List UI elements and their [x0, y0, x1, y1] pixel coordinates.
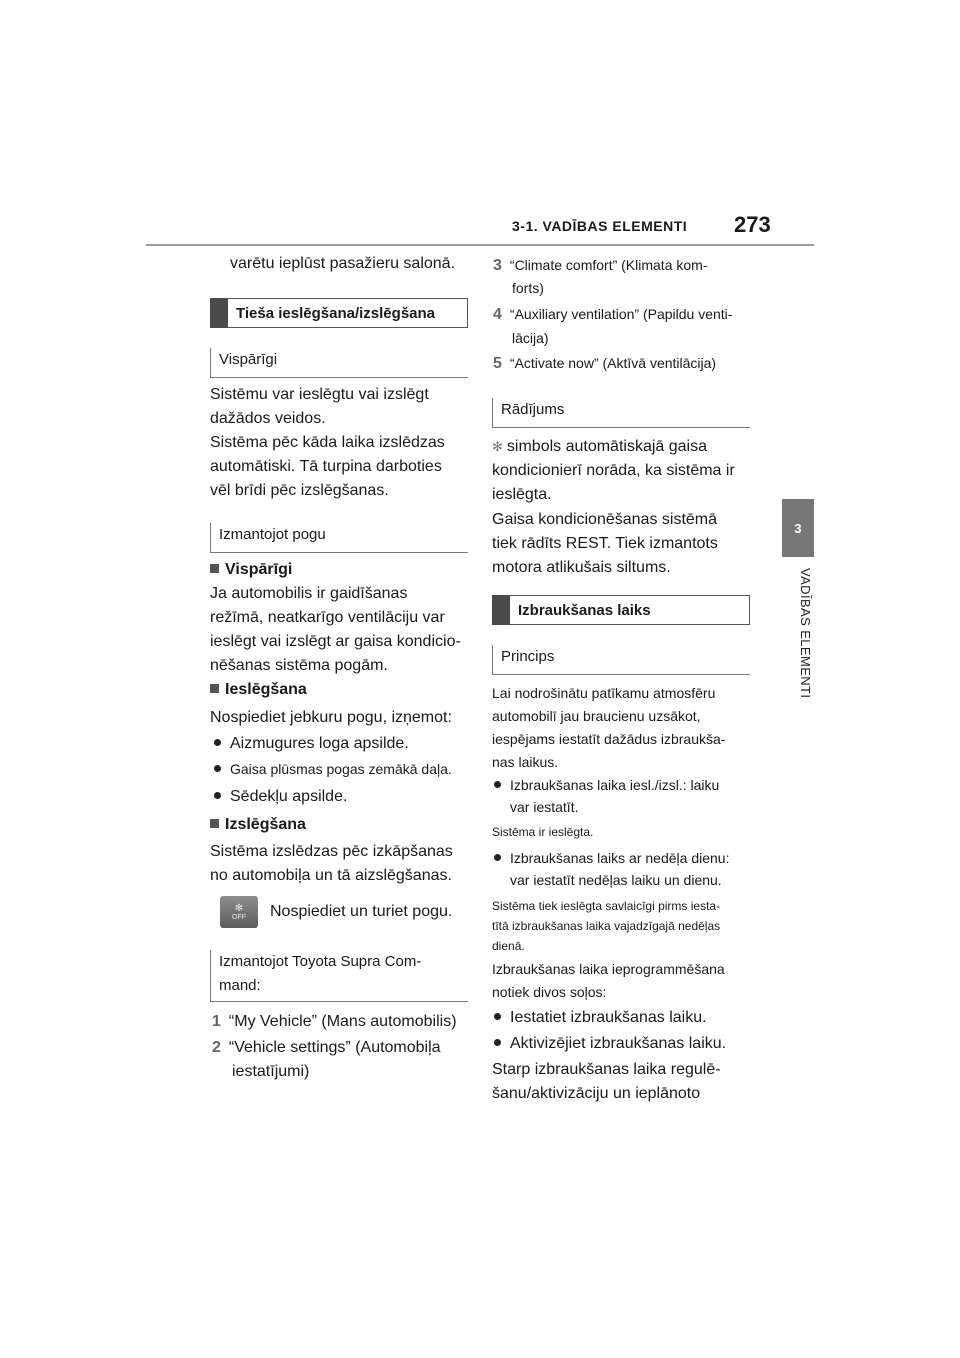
list-item-text: Iestatiet izbraukšanas laiku.: [510, 1009, 707, 1026]
text-line: Lai nodrošinātu patīkamu atmosfēru: [492, 685, 716, 701]
chapter-label: VADĪBAS ELEMENTI: [798, 568, 813, 699]
text-line: šanu/aktivizāciju un ieplānoto: [492, 1085, 701, 1102]
square-heading: [210, 813, 306, 837]
bullet-icon: [214, 765, 221, 772]
note: Sistēma ir ieslēgta.: [492, 825, 594, 839]
text-line: Gaisa kondicionēšanas sistēmā: [492, 511, 718, 528]
sub-heading-text: Rādījums: [501, 401, 565, 418]
sub-heading: [492, 645, 750, 675]
list-item-text: Aizmugures loga apsilde.: [230, 735, 409, 752]
text-line: iespējams iestatīt dažādus izbraukša-: [492, 731, 726, 747]
paragraph: [492, 435, 735, 507]
step-item: [212, 1010, 457, 1034]
text-line: tiek rādīts REST. Tiek izmantots: [492, 535, 718, 552]
bullet-icon: [494, 854, 501, 861]
paragraph: [210, 431, 445, 503]
step-item: [493, 303, 732, 326]
bullet-icon: [494, 781, 501, 788]
step-text-continued: forts): [512, 280, 544, 296]
list-item: [494, 1006, 707, 1030]
square-bullet-icon: [210, 564, 219, 573]
paragraph: [492, 958, 725, 1004]
text-line: Sistēma tiek ieslēgta savlaicīgi pirms iesta-: [492, 899, 721, 913]
step-number: 3: [493, 257, 502, 274]
off-button-icon: [220, 896, 258, 928]
section-title: 3-1. VADĪBAS ELEMENTI: [512, 218, 688, 234]
list-item: [494, 847, 729, 870]
text-line: Sistēma pēc kāda laika izslēdzas: [210, 434, 445, 451]
step-number: 2: [212, 1039, 221, 1056]
text-line: dažādos veidos.: [210, 410, 326, 427]
heading-text: Tieša ieslēgšana/izslēgšana: [236, 304, 436, 322]
section-heading: [492, 595, 750, 625]
fan-icon: ✻: [234, 903, 244, 914]
list-item-text: Sēdekļu apsilde.: [230, 788, 348, 805]
paragraph: [210, 840, 453, 888]
heading-text: Izbraukšanas laiks: [518, 601, 651, 619]
sub-heading-text: Princips: [501, 648, 555, 665]
fan-icon: ✻: [492, 439, 503, 454]
step-text: “My Vehicle” (Mans automobilis): [228, 1013, 457, 1030]
sub-heading-text: Vispārīgi: [219, 351, 278, 368]
sub-heading: [210, 523, 468, 553]
step-item: [493, 254, 708, 277]
text-line: notiek divos soļos:: [492, 984, 607, 1000]
square-heading: [210, 678, 307, 702]
list-item: [214, 785, 347, 809]
step-number: 4: [493, 306, 502, 323]
paragraph: [492, 682, 725, 774]
text-line: Izbraukšanas laika ieprogrammēšana: [492, 961, 725, 977]
paragraph: [210, 582, 461, 678]
chapter-tab: 3: [782, 499, 814, 557]
bullet-icon: [494, 1039, 501, 1046]
text-line: Sistēmu var ieslēgtu vai izslēgt: [210, 386, 429, 403]
text-line: automātiski. Tā turpina darboties: [210, 458, 442, 475]
list-item: [494, 774, 719, 797]
text-line: nas laikus.: [492, 754, 559, 770]
text-line: nēšanas sistēma pogām.: [210, 657, 388, 674]
header-divider: [146, 244, 814, 246]
button-text: OFF: [232, 914, 246, 921]
bullet-icon: [214, 792, 221, 799]
bullet-icon: [494, 1013, 501, 1020]
text-line: automobilī jau braucienu uzsākot,: [492, 708, 701, 724]
square-heading-text: Vispārīgi: [225, 561, 293, 578]
text-line: no automobiļa un tā aizslēgšanas.: [210, 867, 452, 884]
list-item: [494, 1032, 726, 1056]
sub-heading-text: Izmantojot Toyota Supra Com-: [219, 953, 422, 970]
list-item: [214, 732, 409, 756]
text-line: vēl brīdi pēc izslēgšanas.: [210, 482, 389, 499]
text-line: motora atlikušais siltums.: [492, 559, 671, 576]
list-item-text: Gaisa plūsmas pogas zemākā daļa.: [230, 761, 452, 777]
text-line: režīmā, neatkarīgo ventilāciju var: [210, 609, 445, 626]
step-number: 1: [212, 1013, 221, 1030]
step-text-continued: lācija): [512, 330, 549, 346]
sub-heading: [210, 950, 468, 1002]
text-line: Sistēma izslēdzas pēc izkāpšanas: [210, 843, 453, 860]
note: [492, 896, 720, 956]
square-heading-text: Izslēgšana: [225, 816, 306, 833]
paragraph: [210, 383, 429, 431]
step-item: [493, 352, 716, 375]
heading-marker: [492, 595, 510, 625]
paragraph: [492, 508, 718, 580]
intro-text: varētu ieplūst pasažieru salonā.: [230, 255, 456, 272]
paragraph: [492, 1058, 721, 1106]
list-item-text: Izbraukšanas laiks ar nedēļa dienu:: [510, 850, 730, 866]
press-hold-text: Nospiediet un turiet pogu.: [270, 903, 453, 920]
heading-marker: [210, 298, 228, 328]
sub-heading: [210, 348, 468, 378]
list-item: [214, 758, 452, 781]
bullet-icon: [214, 739, 221, 746]
sub-heading-text: mand:: [219, 977, 261, 994]
square-bullet-icon: [210, 684, 219, 693]
sub-heading-text: Izmantojot pogu: [219, 526, 326, 543]
text-line: dienā.: [492, 939, 525, 953]
step-number: 5: [493, 355, 502, 372]
list-item-text: Aktivizējiet izbraukšanas laiku.: [510, 1035, 727, 1052]
sub-heading: [492, 398, 750, 428]
step-text: “Vehicle settings” (Automobiļa: [228, 1039, 441, 1056]
text-line: ieslēgt vai izslēgt ar gaisa kondicio-: [210, 633, 461, 650]
text-line: kondicionierī norāda, ka sistēma ir: [492, 462, 735, 479]
section-heading: [210, 298, 468, 328]
text-line: ieslēgta.: [492, 486, 552, 503]
list-item-continued: var iestatīt nedēļas laiku un dienu.: [510, 872, 722, 888]
text-line: Ja automobilis ir gaidīšanas: [210, 585, 408, 602]
text-line: tītā izbraukšanas laika vajadzīgajā nedēļas: [492, 919, 721, 933]
square-heading: [210, 558, 292, 582]
text-line: simbols automātiskajā gaisa: [506, 438, 707, 455]
list-item-text: Izbraukšanas laika iesl./izsl.: laiku: [510, 777, 720, 793]
step-text: “Auxiliary ventilation” (Papildu venti-: [509, 306, 733, 322]
list-item-continued: var iestatīt.: [510, 799, 579, 815]
page-number: 273: [734, 212, 771, 237]
step-item: [212, 1036, 441, 1060]
step-text: “Activate now” (Aktīvā ventilācija): [509, 355, 717, 371]
paragraph: Nospiediet jebkuru pogu, izņemot:: [210, 709, 452, 726]
step-text: “Climate comfort” (Klimata kom-: [509, 257, 708, 273]
text-line: Starp izbraukšanas laika regulē-: [492, 1061, 721, 1078]
square-heading-text: Ieslēgšana: [225, 681, 307, 698]
square-bullet-icon: [210, 819, 219, 828]
step-text-continued: iestatījumi): [232, 1063, 310, 1080]
